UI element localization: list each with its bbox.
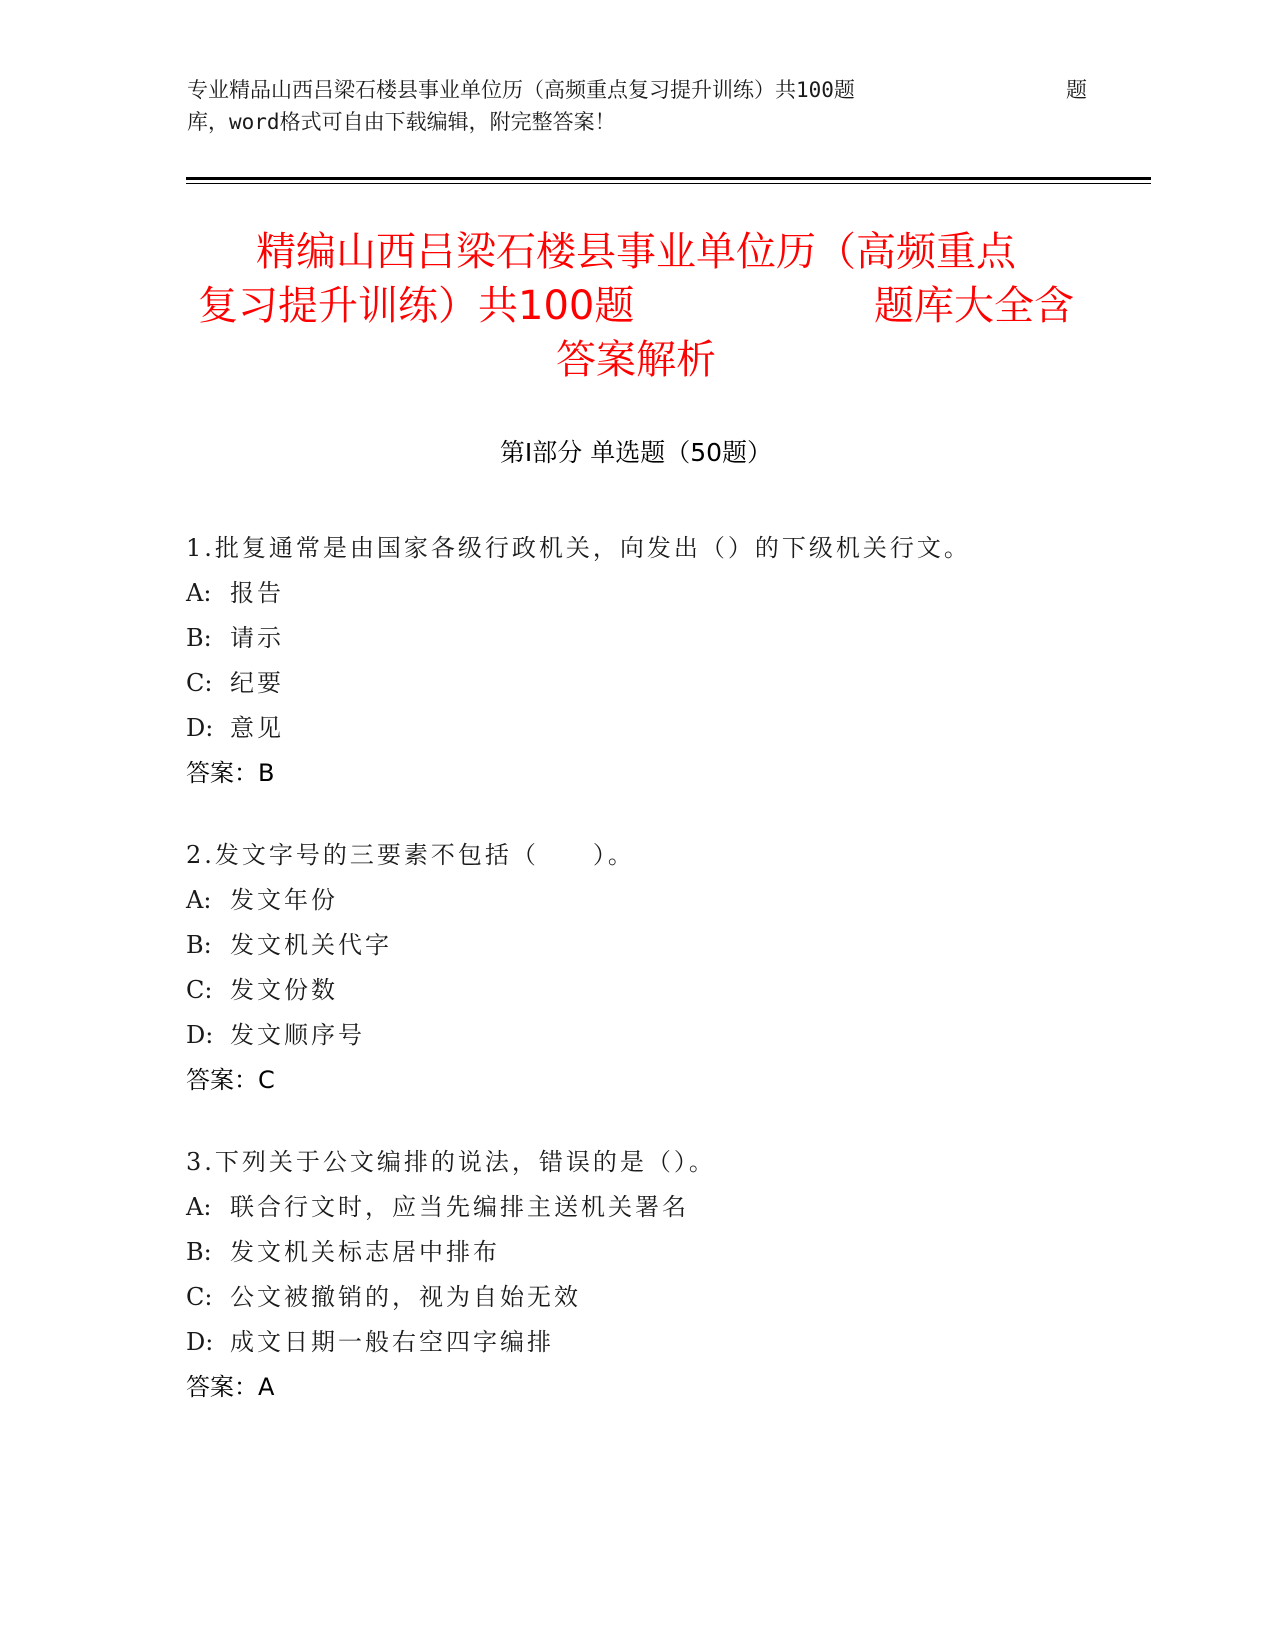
option-text: 发文年份 — [230, 886, 338, 914]
option-key: A: — [186, 886, 212, 914]
option-c — [186, 661, 1146, 706]
title-line-2-right: 题库大全含 — [874, 283, 1074, 329]
option-text: 联合行文时，应当先编排主送机关署名 — [230, 1193, 689, 1221]
question-list — [186, 526, 1146, 1447]
option-a — [186, 878, 1146, 923]
title-line-3: 答案解析 — [556, 337, 716, 383]
title-line-2-left: 复习提升训练）共100题 — [198, 283, 635, 329]
option-b — [186, 1230, 1146, 1275]
question-1 — [186, 526, 1146, 796]
option-key: B: — [186, 624, 212, 652]
answer-line: 答案：A — [186, 1373, 275, 1401]
question-3 — [186, 1140, 1146, 1410]
option-key: B: — [186, 1238, 212, 1266]
option-key: A: — [186, 1193, 212, 1221]
option-d — [186, 1013, 1146, 1058]
option-key: B: — [186, 931, 212, 959]
option-text: 公文被撤销的，视为自始无效 — [230, 1283, 581, 1311]
option-text: 纪要 — [230, 669, 284, 697]
answer-line: 答案：B — [186, 759, 275, 787]
option-key: A: — [186, 579, 212, 607]
header-line-1-right: 题 — [1066, 78, 1087, 102]
header-line-1 — [187, 74, 1087, 106]
option-c — [186, 968, 1146, 1013]
question-stem: 1.批复通常是由国家各级行政机关，向发出（）的下级机关行文。 — [186, 534, 971, 562]
option-text: 请示 — [230, 624, 284, 652]
title-line-1: 精编山西吕梁石楼县事业单位历（高频重点 — [256, 229, 1016, 275]
document-title — [186, 225, 1086, 387]
option-text: 发文顺序号 — [230, 1021, 365, 1049]
header-divider-thick — [186, 177, 1151, 180]
option-a — [186, 1185, 1146, 1230]
option-d — [186, 706, 1146, 751]
option-a — [186, 571, 1146, 616]
option-key: D: — [186, 1328, 214, 1356]
option-text: 发文份数 — [230, 976, 338, 1004]
option-d — [186, 1320, 1146, 1365]
option-text: 报告 — [230, 579, 284, 607]
option-key: C: — [186, 669, 213, 697]
question-2 — [186, 833, 1146, 1103]
section-heading: 第Ⅰ部分 单选题（50题） — [499, 438, 773, 467]
header-line-1-left: 专业精品山西吕梁石楼县事业单位历（高频重点复习提升训练）共100题 — [187, 78, 855, 102]
option-text: 发文机关标志居中排布 — [230, 1238, 500, 1266]
header-line-2: 库，word格式可自由下载编辑，附完整答案！ — [187, 110, 616, 134]
option-key: C: — [186, 976, 213, 1004]
page-header — [187, 74, 1087, 138]
answer-line: 答案：C — [186, 1066, 275, 1094]
header-divider-thin — [186, 183, 1151, 184]
option-text: 发文机关代字 — [230, 931, 392, 959]
title-line-2 — [186, 279, 1086, 333]
option-c — [186, 1275, 1146, 1320]
question-stem: 3.下列关于公文编排的说法，错误的是（）。 — [186, 1148, 716, 1176]
option-text: 成文日期一般右空四字编排 — [230, 1328, 554, 1356]
option-b — [186, 923, 1146, 968]
option-key: D: — [186, 1021, 214, 1049]
question-stem: 2.发文字号的三要素不包括（ ）。 — [186, 841, 635, 869]
option-key: C: — [186, 1283, 213, 1311]
option-key: D: — [186, 714, 214, 742]
option-b — [186, 616, 1146, 661]
option-text: 意见 — [230, 714, 284, 742]
